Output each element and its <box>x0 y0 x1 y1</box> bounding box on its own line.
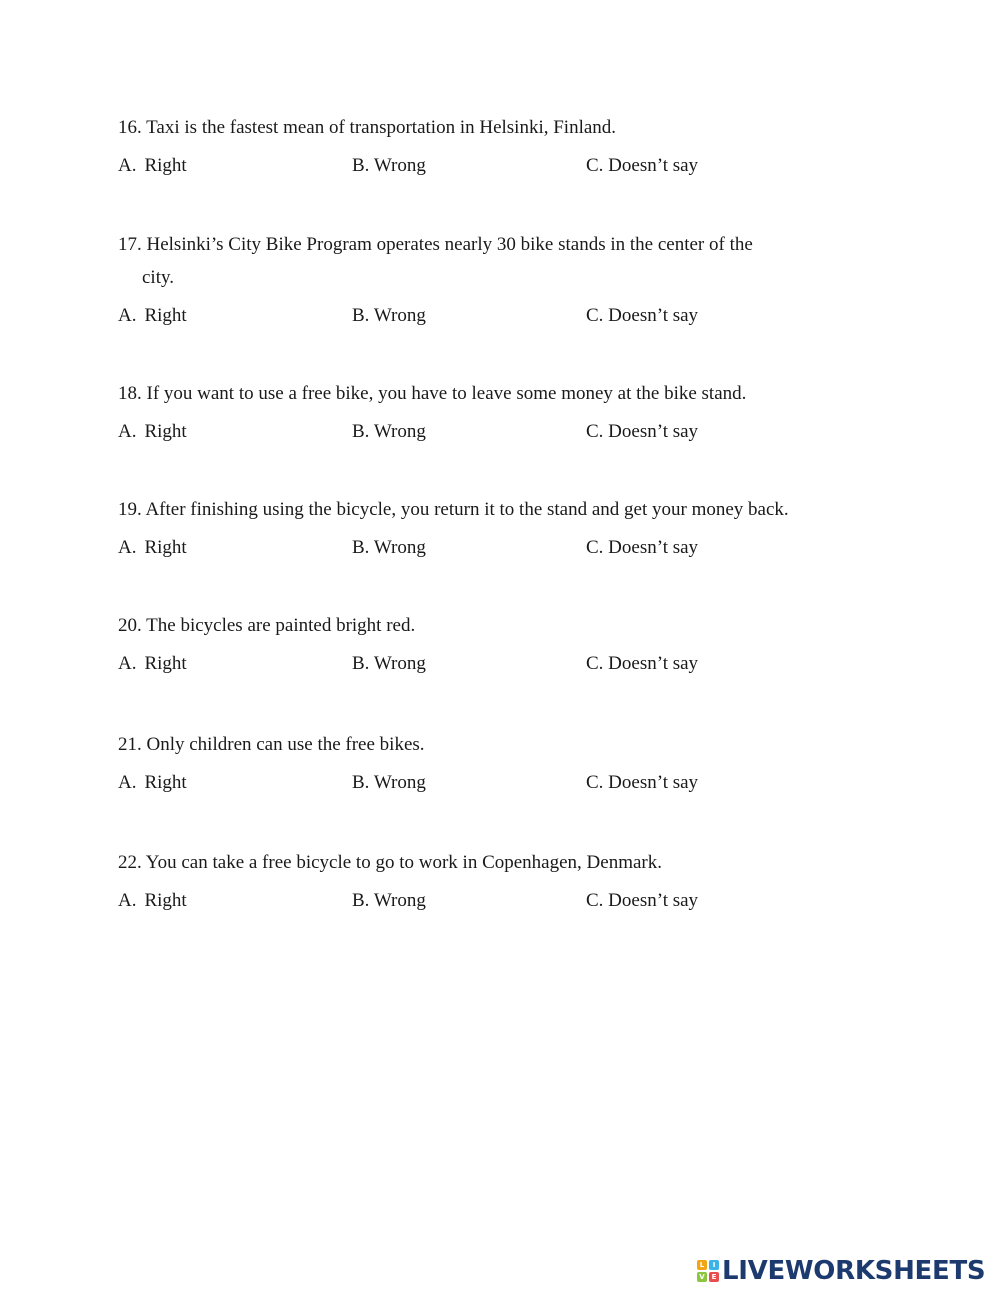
answer-options <box>118 149 878 182</box>
logo-block-e: E <box>709 1272 719 1282</box>
question-text-line-1: 17. Helsinki’s City Bike Program operates nearly 30 bike stands in the center of the <box>118 234 753 255</box>
option-a-right[interactable] <box>118 415 187 448</box>
option-b-wrong[interactable]: B. Wrong <box>352 772 426 793</box>
option-b-wrong[interactable]: B. Wrong <box>352 890 426 911</box>
answer-options <box>118 884 878 917</box>
option-c-doesnt-say[interactable]: C. Doesn’t say <box>586 305 699 326</box>
logo-block-v: V <box>697 1272 707 1282</box>
answer-options <box>118 647 878 680</box>
option-a-label: Right <box>144 421 187 442</box>
question-text: 20. The bicycles are painted bright red. <box>118 615 416 636</box>
option-a-label: Right <box>144 890 187 911</box>
option-c-doesnt-say[interactable]: C. Doesn’t say <box>586 537 699 558</box>
option-a-label: Right <box>144 537 187 558</box>
option-a-label: Right <box>144 305 187 326</box>
option-c-doesnt-say[interactable]: C. Doesn’t say <box>586 653 699 674</box>
option-a-letter: A. <box>118 155 137 176</box>
option-b-wrong[interactable]: B. Wrong <box>352 155 426 176</box>
question-17 <box>118 228 878 332</box>
question-20 <box>118 609 878 680</box>
option-a-letter: A. <box>118 421 137 442</box>
option-a-right[interactable] <box>118 766 187 799</box>
answer-options <box>118 299 878 332</box>
question-text: 18. If you want to use a free bike, you have to leave some money at the bike stand. <box>118 383 747 404</box>
option-c-doesnt-say[interactable]: C. Doesn’t say <box>586 421 699 442</box>
option-a-label: Right <box>144 772 187 793</box>
logo-blocks-icon <box>697 1260 719 1282</box>
option-a-label: Right <box>144 653 187 674</box>
option-c-doesnt-say[interactable]: C. Doesn’t say <box>586 155 699 176</box>
option-a-label: Right <box>144 155 187 176</box>
option-a-right[interactable] <box>118 531 187 564</box>
question-text <box>118 228 878 294</box>
option-c-doesnt-say[interactable]: C. Doesn’t say <box>586 890 699 911</box>
logo-text: LIVEWORKSHEETS <box>722 1256 986 1286</box>
question-16 <box>118 111 878 182</box>
question-21 <box>118 728 878 799</box>
question-text: 19. After finishing using the bicycle, you return it to the stand and get your money back. <box>118 499 789 520</box>
option-a-letter: A. <box>118 537 137 558</box>
option-c-doesnt-say[interactable]: C. Doesn’t say <box>586 772 699 793</box>
question-19 <box>118 493 878 564</box>
option-b-wrong[interactable]: B. Wrong <box>352 537 426 558</box>
option-a-right[interactable] <box>118 647 187 680</box>
option-a-right[interactable] <box>118 884 187 917</box>
question-22 <box>118 846 878 917</box>
option-b-wrong[interactable]: B. Wrong <box>352 305 426 326</box>
option-a-letter: A. <box>118 305 137 326</box>
answer-options <box>118 415 878 448</box>
option-a-letter: A. <box>118 653 137 674</box>
question-text: 22. You can take a free bicycle to go to work in Copenhagen, Denmark. <box>118 852 662 873</box>
option-a-letter: A. <box>118 890 137 911</box>
option-a-right[interactable] <box>118 149 187 182</box>
option-b-wrong[interactable]: B. Wrong <box>352 421 426 442</box>
option-b-wrong[interactable]: B. Wrong <box>352 653 426 674</box>
logo-block-i: I <box>709 1260 719 1270</box>
question-text: 16. Taxi is the fastest mean of transportation in Helsinki, Finland. <box>118 117 617 138</box>
question-18 <box>118 377 878 448</box>
question-text-line-2: city. <box>142 267 175 288</box>
question-text: 21. Only children can use the free bikes. <box>118 734 425 755</box>
liveworksheets-logo <box>697 1254 985 1288</box>
option-a-letter: A. <box>118 772 137 793</box>
option-a-right[interactable] <box>118 299 187 332</box>
logo-block-l: L <box>697 1260 707 1270</box>
answer-options <box>118 766 878 799</box>
answer-options <box>118 531 878 564</box>
